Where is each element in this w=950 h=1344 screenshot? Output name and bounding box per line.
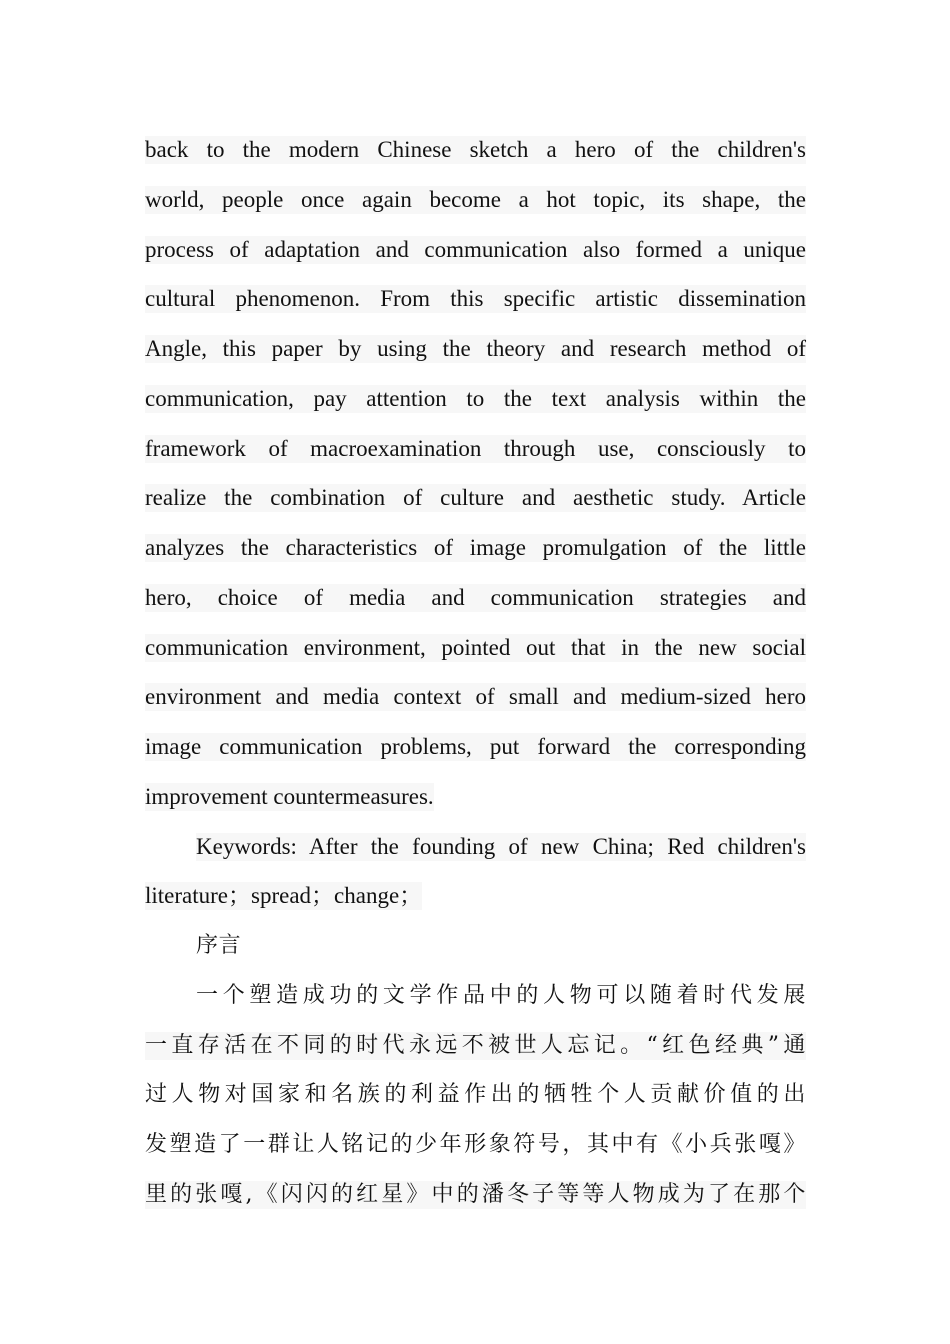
preface-line: 过人物对国家和名族的利益作出的牺牲个人贡献价值的出	[145, 1082, 806, 1107]
abstract-line: communication, pay attention to the text analysis within the	[145, 386, 806, 411]
preface-line: 一个塑造成功的文学作品中的人物可以随着时代发展	[196, 983, 806, 1008]
abstract-line: hero, choice of media and communication strategies and	[145, 585, 806, 610]
abstract-line: world, people once again become a hot topic, its shape, the	[145, 187, 806, 212]
abstract-line: Angle, this paper by using the theory and research method of	[145, 336, 806, 361]
abstract-line: environment and media context of small and medium-sized hero	[145, 684, 806, 709]
abstract-line: cultural phenomenon. From this specific artistic dissemination	[145, 286, 806, 311]
keywords-line: Keywords: After the founding of new China; Red children's	[196, 834, 806, 859]
abstract-line: communication environment, pointed out that in the new social	[145, 635, 806, 660]
abstract-line: back to the modern Chinese sketch a hero of the children's	[145, 137, 806, 162]
preface-line: 一直存活在不同的时代永远不被世人忘记。“红色经典”通	[145, 1033, 806, 1058]
preface-heading: 序言	[196, 933, 242, 958]
abstract-line: improvement countermeasures.	[145, 784, 434, 809]
abstract-line: image communication problems, put forward the corresponding	[145, 734, 806, 759]
body-text	[145, 0, 806, 1344]
preface-line: 发塑造了一群让人铭记的少年形象符号，其中有《小兵张嘎》	[145, 1132, 806, 1157]
preface-line: 里的张嘎,《闪闪的红星》中的潘冬子等等人物成为了在那个	[145, 1182, 806, 1207]
keywords-line: literature；spread；change；	[145, 883, 423, 908]
abstract-line: process of adaptation and communication also formed a unique	[145, 237, 806, 262]
abstract-line: analyzes the characteristics of image promulgation of the little	[145, 535, 806, 560]
abstract-line: realize the combination of culture and aesthetic study. Article	[145, 485, 806, 510]
abstract-line: framework of macroexamination through use, consciously to	[145, 436, 806, 461]
